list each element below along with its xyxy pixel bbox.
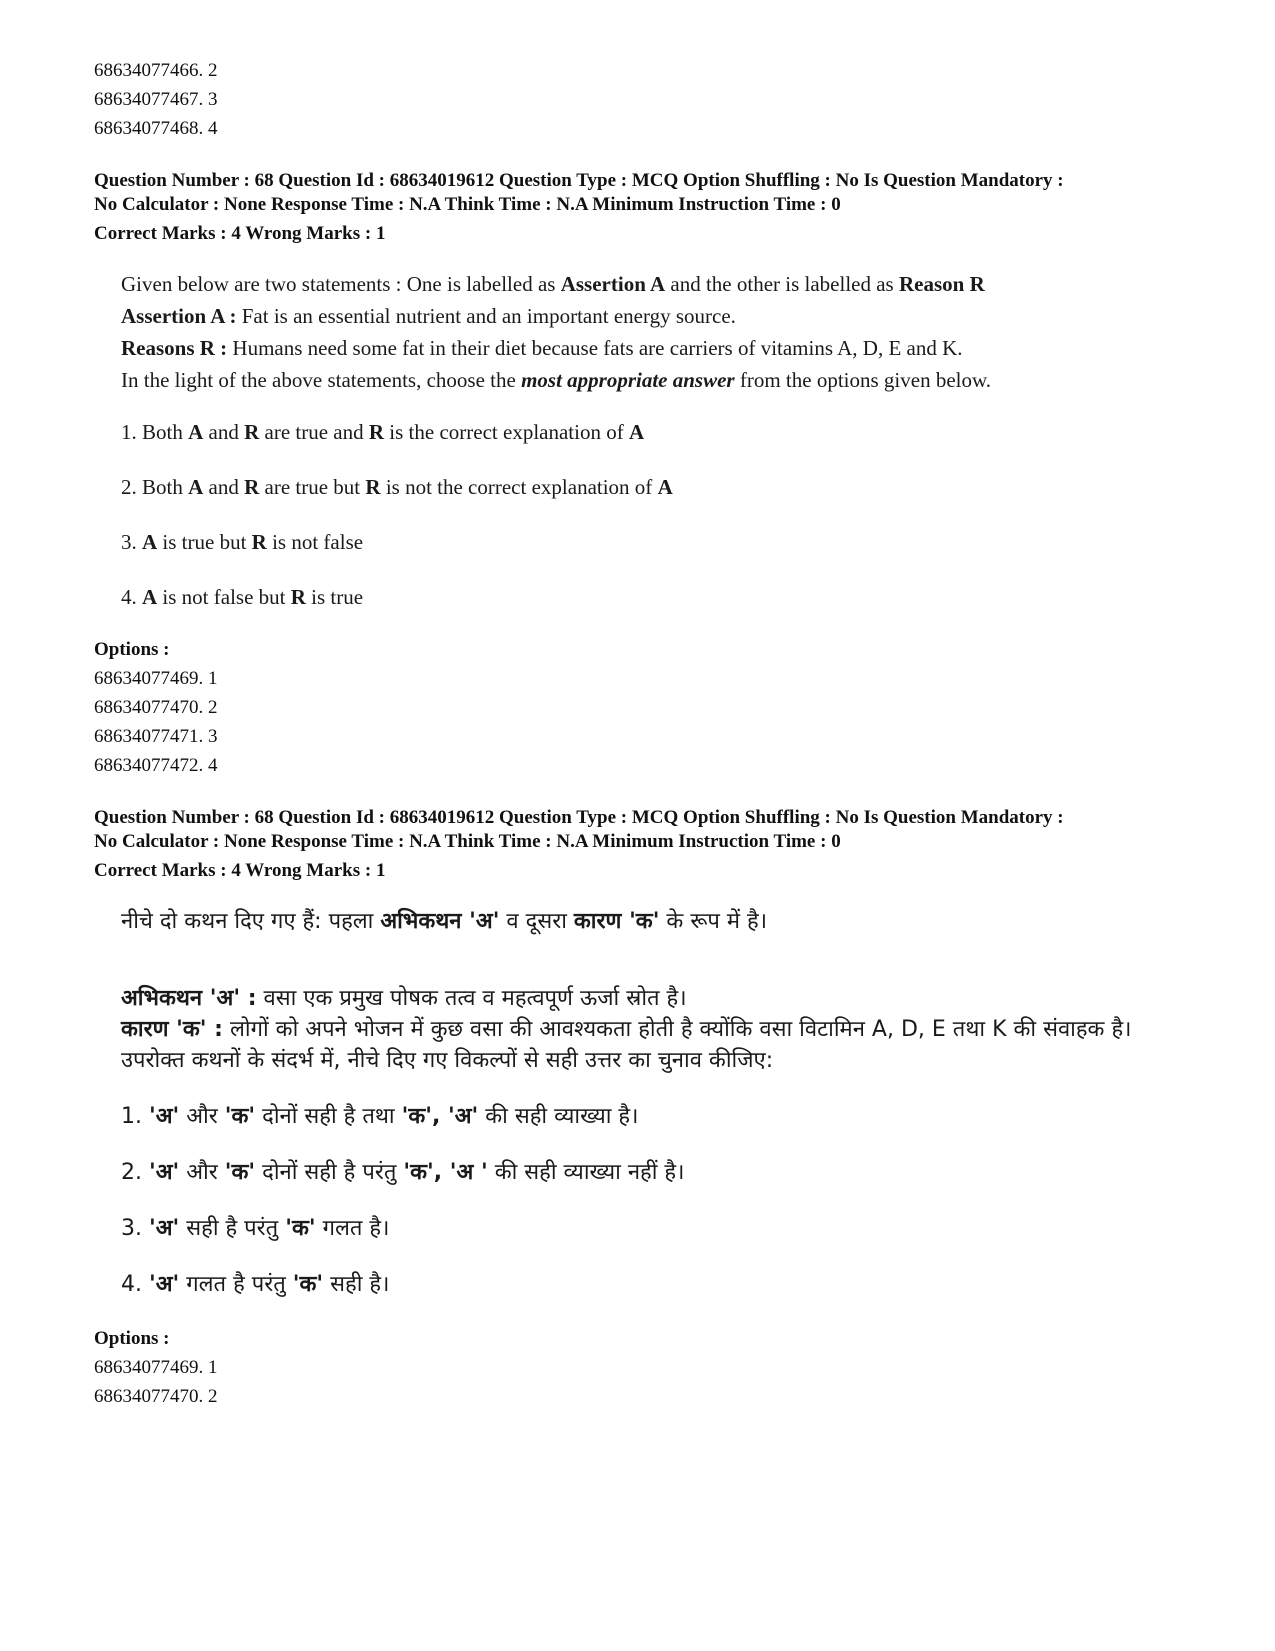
options-label: Options : — [94, 639, 170, 660]
question-intro: नीचे दो कथन दिए गए हैं: पहला अभिकथन 'अ' व दूसरा कारण 'क' के रूप में है। — [121, 909, 768, 934]
assertion-statement: अभिकथन 'अ' : वसा एक प्रमुख पोषक तत्व व महत्वपूर्ण ऊर्जा स्रोत है। — [121, 986, 687, 1011]
question-body-en — [121, 268, 1214, 613]
options-list-hi — [94, 1353, 1214, 1411]
option-line: 68634077472. 4 — [94, 755, 218, 776]
document-page — [94, 56, 1214, 1411]
choice-item: 4. 'अ' गलत है परंतु 'क' सही है। — [121, 1272, 390, 1297]
top-options-list — [94, 56, 1214, 143]
reason-statement: Reasons R : Humans need some fat in their diet because fats are carriers of vitamins A, D, E and K. — [121, 336, 963, 360]
meta-line: Question Number : 68 Question Id : 68634019612 Question Type : MCQ Option Shuffling : No Is Question Mandatory : — [94, 807, 1064, 828]
option-line: 68634077467. 3 — [94, 89, 218, 110]
question-meta-hi — [94, 806, 1214, 883]
question-intro: Given below are two statements : One is labelled as Assertion A and the other is labelled as Reason R — [121, 272, 985, 296]
choice-item: 1. Both A and R are true and R is the correct explanation of A — [121, 420, 645, 444]
options-list-en — [94, 664, 1214, 780]
choice-item: 4. A is not false but R is true — [121, 585, 364, 609]
choice-item: 2. 'अ' और 'क' दोनों सही है परंतु 'क', 'अ ' की सही व्याख्या नहीं है। — [121, 1160, 685, 1185]
option-line: 68634077469. 1 — [94, 668, 218, 689]
statements-block — [121, 983, 1214, 1076]
marks-line: Correct Marks : 4 Wrong Marks : 1 — [94, 860, 386, 881]
choice-item: 3. A is true but R is not false — [121, 530, 364, 554]
meta-line: No Calculator : None Response Time : N.A Think Time : N.A Minimum Instruction Time : 0 — [94, 194, 841, 215]
choice-item: 1. 'अ' और 'क' दोनों सही है तथा 'क', 'अ' की सही व्याख्या है। — [121, 1104, 639, 1129]
instruction-line: In the light of the above statements, choose the most appropriate answer from the options given below. — [121, 368, 992, 392]
choice-item: 3. 'अ' सही है परंतु 'क' गलत है। — [121, 1216, 390, 1241]
option-line: 68634077466. 2 — [94, 60, 218, 81]
assertion-statement: Assertion A : Fat is an essential nutrient and an important energy source. — [121, 304, 736, 328]
meta-line: Question Number : 68 Question Id : 68634019612 Question Type : MCQ Option Shuffling : No Is Question Mandatory : — [94, 170, 1064, 191]
instruction-line: उपरोक्त कथनों के संदर्भ में, नीचे दिए गए विकल्पों से सही उत्तर का चुनाव कीजिए: — [121, 1048, 774, 1073]
option-line: 68634077470. 2 — [94, 697, 218, 718]
question-meta-en — [94, 169, 1214, 246]
option-line: 68634077469. 1 — [94, 1357, 218, 1378]
option-line: 68634077471. 3 — [94, 726, 218, 747]
reason-statement: कारण 'क' : लोगों को अपने भोजन में कुछ वसा की आवश्यकता होती है क्योंकि वसा विटामिन A, D, E तथा K की संवाहक है। — [121, 1017, 1132, 1042]
question-body-hi — [121, 905, 1214, 1302]
choice-item: 2. Both A and R are true but R is not the correct explanation of A — [121, 475, 673, 499]
options-label: Options : — [94, 1328, 170, 1349]
meta-line: No Calculator : None Response Time : N.A Think Time : N.A Minimum Instruction Time : 0 — [94, 831, 841, 852]
option-line: 68634077468. 4 — [94, 118, 218, 139]
option-line: 68634077470. 2 — [94, 1386, 218, 1407]
marks-line: Correct Marks : 4 Wrong Marks : 1 — [94, 223, 386, 244]
